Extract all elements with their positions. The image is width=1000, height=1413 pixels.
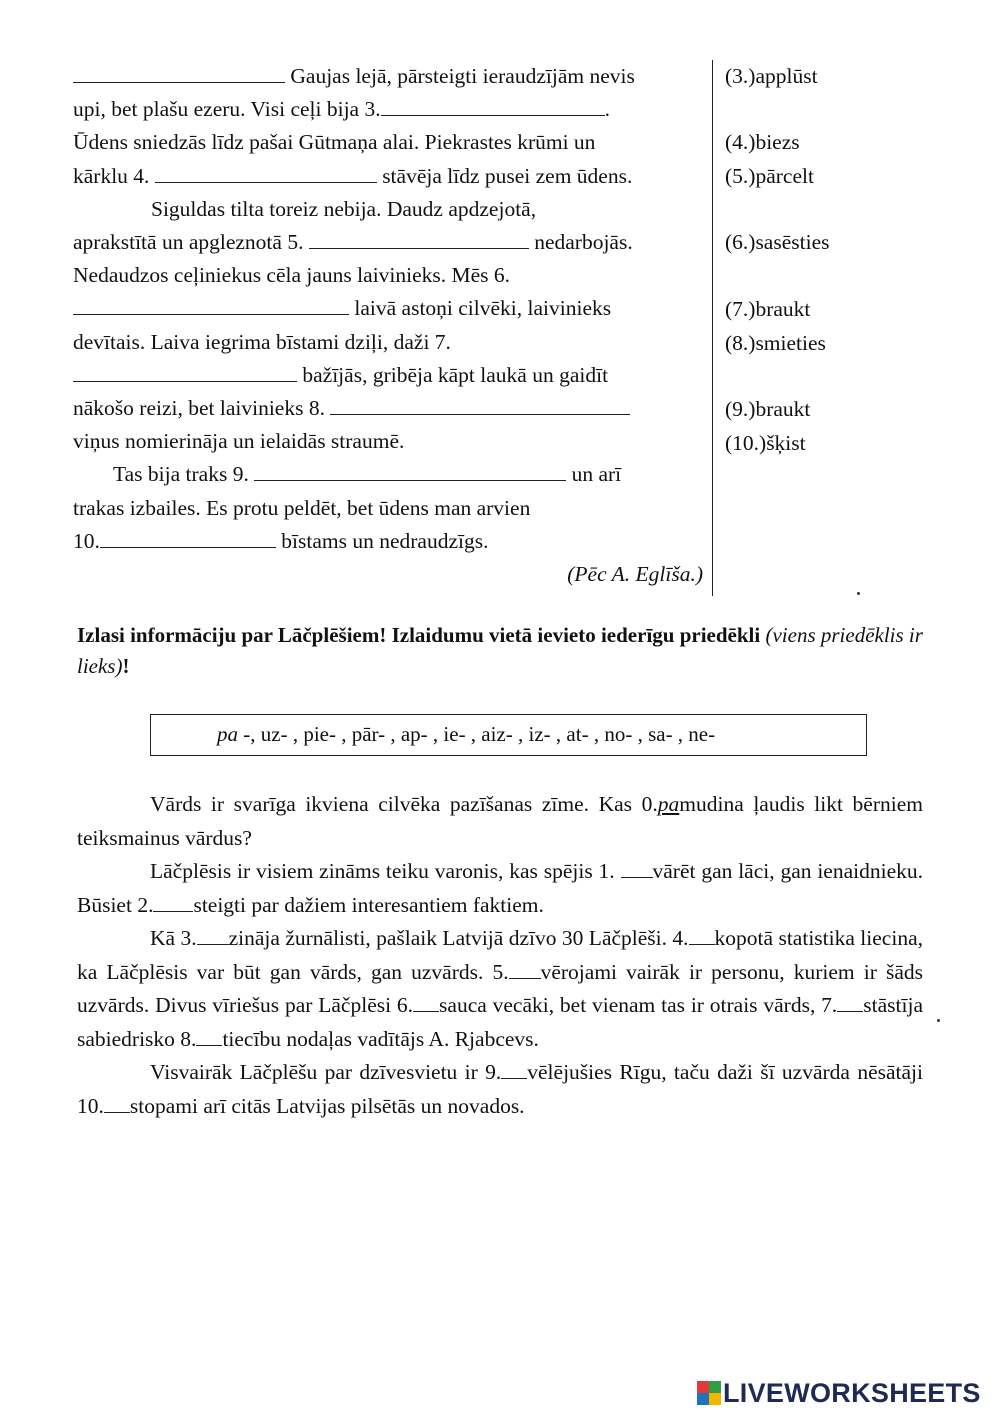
blank-5[interactable] (309, 230, 529, 249)
ex1-line-11: nākošo reizi, bet laivinieks 8. (73, 392, 703, 425)
ex1-line-13: Tas bija traks 9. un arī (113, 462, 622, 487)
word-item-4: (4.)biezs (725, 130, 800, 154)
gap-1[interactable] (621, 859, 653, 878)
gap-8[interactable] (196, 1027, 222, 1046)
gap-6[interactable] (413, 993, 439, 1012)
logo-text: LIVEWORKSHEETS (723, 1378, 981, 1408)
exercise-2-text (77, 788, 923, 1123)
blank-2[interactable] (73, 64, 285, 83)
gap-9[interactable] (501, 1060, 527, 1079)
word-item-6: (6.)sasēsties (725, 230, 830, 254)
word-item-10: (10.)šķist (725, 431, 806, 455)
column-divider (712, 60, 713, 596)
blank-4[interactable] (155, 164, 377, 183)
blank-10[interactable] (100, 529, 276, 548)
ex1-line-8: laivā astoņi cilvēki, laivinieks (73, 292, 703, 325)
ex1-line-1: Gaujas lejā, pārsteigti ieraudzījām nevis (73, 60, 703, 93)
ex2-paragraph-2: Lāčplēsis ir visiem zināms teiku varonis, kas spējis 1. vārēt gan lāci, gan ienaidnieku. Būsiet 2. steigti par dažiem interesantiem faktiem. (77, 859, 923, 917)
stray-mark (857, 592, 860, 595)
word-item-8: (8.)smieties (725, 331, 826, 355)
ex1-line-14: trakas izbailes. Es protu peldēt, bet ūdens man arvien (73, 495, 531, 520)
ex1-line-7: Nedaudzos ceļiniekus cēla jauns laivinieks. Mēs 6. (73, 263, 511, 288)
ex1-line-10: bažījās, gribēja kāpt laukā un gaidīt (73, 359, 703, 392)
source-citation: (Pēc A. Eglīša.) (567, 562, 703, 587)
ex1-line-9: devītais. Laiva iegrima bīstami dziļi, daži 7. (73, 329, 451, 354)
ex2-paragraph-1: Vārds ir svarīga ikviena cilvēka pazīšanas zīme. Kas 0.pamudina ļaudis likt bērniem teiksmainus vārdus? (77, 792, 923, 850)
exercise-2-hint: (viens priedēklis ir lieks) (77, 623, 923, 678)
exercise-1 (73, 60, 863, 600)
exercise-1-text (73, 60, 703, 591)
word-item-5: (5.)pārcelt (725, 164, 814, 188)
gap-3[interactable] (197, 926, 229, 945)
word-item-7: (7.)braukt (725, 297, 811, 321)
stray-mark-2 (937, 1019, 940, 1022)
blank-8[interactable] (330, 396, 630, 415)
ex2-paragraph-3: Kā 3. zināja žurnālisti, pašlaik Latvijā dzīvo 30 Lāčplēši. 4. kopotā statistika liecina, ka Lāčplēsis var būt gan vārds, gan uzvārds. 5. vērojami vairāk ir personu, kuriem ir šāds uzvārds. Divus vīriešus par Lāčplēsi 6. sauca vecāki, bet vienam tas ir otrais vārds, 7. stāstīja sabiedrisko 8. tiecību nodaļas vadītājs A. Rjabcevs. (77, 926, 923, 1051)
gap-4[interactable] (689, 926, 715, 945)
ex2-paragraph-4: Visvairāk Lāčplēšu par dzīvesvietu ir 9. vēlējušies Rīgu, taču daži šī uzvārda nēsātāji 10. stopami arī citās Latvijas pilsētās un novados. (77, 1060, 923, 1118)
gap-2[interactable] (153, 893, 193, 912)
ex1-line-3: Ūdens sniedzās līdz pašai Gūtmaņa alai. Piekrastes krūmi un (73, 130, 596, 155)
blank-3[interactable] (381, 97, 605, 116)
liveworksheets-logo (697, 1380, 981, 1406)
word-item-9: (9.)braukt (725, 397, 811, 421)
prefix-box: pa -, uz- , pie- , pār- , ap- , ie- , aiz- , iz- , at- , no- , sa- , ne- (150, 714, 867, 756)
gap-10[interactable] (104, 1094, 130, 1113)
ex1-line-12: viņus nomierināja un ielaidās straumē. (73, 429, 405, 454)
ex1-line-4: kārklu 4. stāvēja līdz pusei zem ūdens. (73, 163, 633, 188)
blank-6[interactable] (73, 296, 349, 315)
gap-5[interactable] (509, 960, 541, 979)
gap-7[interactable] (837, 993, 863, 1012)
ex1-line-5: Siguldas tilta toreiz nebija. Daudz apdzejotā, (151, 196, 537, 221)
logo-mark-icon (697, 1381, 721, 1405)
ex1-line-6: aprakstītā un apgleznotā 5. nedarbojās. (73, 230, 633, 255)
ex1-line-2: upi, bet plašu ezeru. Visi ceļi bija 3. . (73, 97, 610, 122)
exercise-2-heading: Izlasi informāciju par Lāčplēšiem! Izlaidumu vietā ievieto iederīgu priedēkli (viens priedēklis ir lieks)! (77, 623, 923, 678)
ex1-line-15: 10. bīstams un nedraudzīgs. (73, 528, 489, 553)
example-answer: pa (657, 792, 680, 816)
blank-9[interactable] (254, 462, 566, 481)
word-item-3: (3.)applūst (725, 64, 818, 88)
blank-7[interactable] (73, 363, 297, 382)
